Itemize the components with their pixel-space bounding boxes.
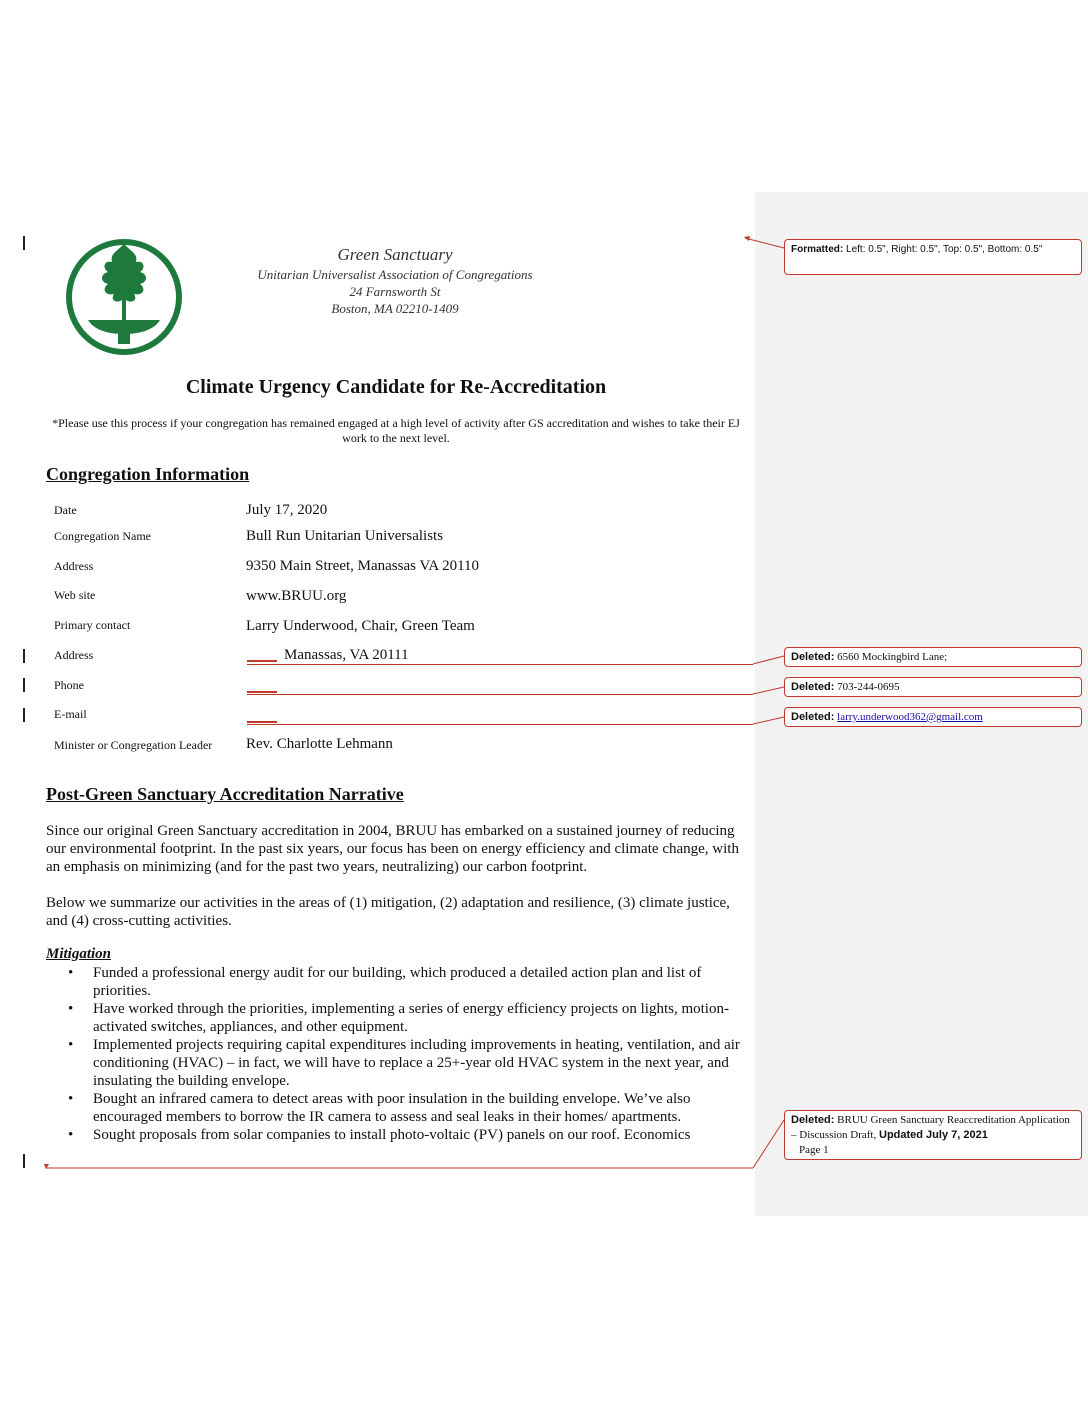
info-value-primary-contact: Larry Underwood, Chair, Green Team bbox=[246, 618, 475, 634]
comment-kind: Deleted: bbox=[791, 651, 835, 663]
info-value-minister: Rev. Charlotte Lehmann bbox=[246, 736, 393, 752]
change-bar bbox=[23, 236, 25, 250]
narrative-paragraph-1: Since our original Green Sanctuary accreditation in 2004, BRUU has embarked on a sustained journey of reducing our environmental footprint. In the past six years, our focus has been on energy efficiency and climate change, with an emphasis on minimizing (and for the past two years, neutralizing) our carbon footprint. bbox=[46, 823, 739, 875]
deletion-mark bbox=[247, 660, 277, 662]
comment-text: 703-244-0695 bbox=[837, 681, 900, 693]
comment-kind: Deleted: bbox=[791, 711, 835, 723]
comment-kind: Deleted: bbox=[791, 1114, 835, 1126]
info-label-date: Date bbox=[54, 503, 77, 517]
change-bar bbox=[23, 708, 25, 722]
list-item: • Implemented projects requiring capital expenditures including improvements in heating, ventilation, and air conditioning (HVAC) – in fact, we will have to replace a 25+-year old HVAC system in the next year, and insulating the building envelope. bbox=[46, 1036, 746, 1090]
comment-updated-date: Updated July 7, 2021 bbox=[879, 1129, 988, 1141]
info-value-website: www.BRUU.org bbox=[246, 588, 347, 604]
letterhead bbox=[200, 244, 590, 317]
info-label-email: E-mail bbox=[54, 707, 87, 721]
info-label-phone: Phone bbox=[54, 678, 84, 692]
org-city: Boston, MA 02210-1409 bbox=[331, 301, 459, 316]
deletion-line bbox=[247, 724, 753, 725]
list-item: • Have worked through the priorities, implementing a series of energy efficiency projects on lights, motion-activated switches, appliances, and other equipment. bbox=[46, 1000, 746, 1036]
deletion-mark bbox=[247, 691, 277, 693]
info-value-date: July 17, 2020 bbox=[246, 502, 328, 518]
comment-text: 6560 Mockingbird Lane; bbox=[837, 651, 948, 663]
comment-text: Left: 0.5", Right: 0.5", Top: 0.5", Bottom: 0.5" bbox=[846, 244, 1043, 255]
comment-kind: Deleted: bbox=[791, 681, 835, 693]
comments-margin-pane bbox=[755, 192, 1088, 1216]
comment-kind: Formatted: bbox=[791, 244, 844, 255]
uua-chalice-logo bbox=[64, 238, 184, 356]
list-item: • Bought an infrared camera to detect areas with poor insulation in the building envelope. We’ve also encouraged members to borrow the IR camera to assess and seal leaks in their homes/ apartments. bbox=[46, 1090, 746, 1126]
info-label-website: Web site bbox=[54, 588, 96, 602]
info-label-primary-contact: Primary contact bbox=[54, 618, 131, 632]
deletion-line bbox=[247, 664, 753, 665]
change-bar bbox=[23, 678, 25, 692]
org-street: 24 Farnsworth St bbox=[349, 284, 441, 299]
list-item: • Funded a professional energy audit for our building, which produced a detailed action plan and list of priorities. bbox=[46, 964, 746, 1000]
comment-page-number: Page 1 bbox=[799, 1144, 829, 1156]
info-label-address: Address bbox=[54, 559, 94, 573]
change-bar bbox=[23, 649, 25, 663]
narrative-paragraph-2: Below we summarize our activities in the areas of (1) mitigation, (2) adaptation and resilience, (3) climate justice, and (4) cross-cutting activities. bbox=[46, 895, 730, 929]
comment-deleted-footer[interactable] bbox=[784, 1110, 1082, 1160]
deletion-line bbox=[247, 694, 753, 695]
info-label-minister: Minister or Congregation Leader bbox=[54, 738, 213, 752]
comment-deleted-email[interactable] bbox=[784, 707, 1082, 727]
comment-text: BRUU Green Sanctuary Reaccreditation Application – Discussion Draft, bbox=[791, 1114, 1070, 1141]
list-item: • Sought proposals from solar companies to install photo-voltaic (PV) panels on our roof. Economics bbox=[46, 1126, 746, 1144]
info-label-contact-address: Address bbox=[54, 648, 94, 662]
comment-deleted-phone[interactable] bbox=[784, 677, 1082, 697]
deletion-mark bbox=[247, 721, 277, 723]
info-value-contact-address: Manassas, VA 20111 bbox=[284, 647, 409, 663]
association-name: Unitarian Universalist Association of Congregations bbox=[257, 267, 533, 282]
mitigation-heading: Mitigation bbox=[46, 946, 112, 962]
info-label-congregation-name: Congregation Name bbox=[54, 529, 151, 543]
usage-note: *Please use this process if your congregation has remained engaged at a high level of activity after GS accreditation and wishes to take their EJ work to the next level. bbox=[52, 416, 740, 445]
narrative-heading: Post-Green Sanctuary Accreditation Narrative bbox=[46, 784, 404, 804]
change-bar bbox=[23, 1154, 25, 1168]
congregation-info-heading: Congregation Information bbox=[46, 464, 250, 484]
info-value-congregation-name: Bull Run Unitarian Universalists bbox=[246, 528, 444, 544]
mitigation-list bbox=[46, 964, 746, 1144]
org-name: Green Sanctuary bbox=[337, 245, 453, 264]
info-value-address: 9350 Main Street, Manassas VA 20110 bbox=[246, 558, 480, 574]
comment-deleted-street[interactable] bbox=[784, 647, 1082, 667]
comment-formatted[interactable] bbox=[784, 239, 1082, 275]
comment-email-link[interactable]: larry.underwood362@gmail.com bbox=[837, 711, 983, 723]
document-title: Climate Urgency Candidate for Re-Accreditation bbox=[185, 376, 607, 398]
